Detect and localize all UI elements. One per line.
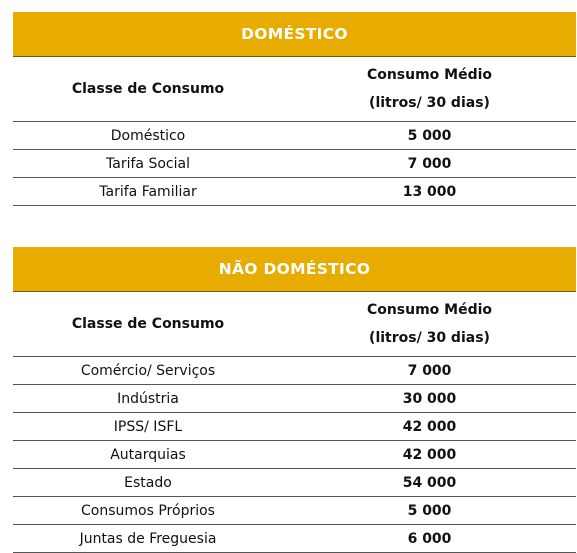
cell-consumo: 7 000 <box>283 150 576 178</box>
table-row <box>13 497 576 525</box>
header-consumo-line1: Consumo Médio <box>366 302 493 318</box>
cell-consumo: 7 000 <box>283 357 576 385</box>
banner-domestico <box>13 12 576 57</box>
header-consumo-medio <box>283 292 576 357</box>
cell-classe: Tarifa Familiar <box>13 178 283 206</box>
cell-classe: IPSS/ ISFL <box>13 413 283 441</box>
header-consumo-line1: Consumo Médio <box>366 67 493 83</box>
header-classe-consumo: Classe de Consumo <box>13 57 283 122</box>
cell-classe: Autarquias <box>13 441 283 469</box>
cell-consumo: 42 000 <box>283 441 576 469</box>
table-row <box>13 357 576 385</box>
header-consumo-line2: (litros/ 30 dias) <box>369 95 490 111</box>
cell-consumo: 42 000 <box>283 413 576 441</box>
table-nao-domestico <box>13 247 576 553</box>
cell-consumo: 13 000 <box>283 178 576 206</box>
cell-classe: Indústria <box>13 385 283 413</box>
banner-title: NÃO DOMÉSTICO <box>13 247 576 292</box>
header-classe-consumo: Classe de Consumo <box>13 292 283 357</box>
table-row <box>13 385 576 413</box>
column-header-row <box>13 292 576 357</box>
cell-classe: Doméstico <box>13 122 283 150</box>
table-row <box>13 525 576 553</box>
cell-consumo: 5 000 <box>283 122 576 150</box>
header-consumo-line2: (litros/ 30 dias) <box>369 330 490 346</box>
cell-consumo: 30 000 <box>283 385 576 413</box>
cell-classe: Tarifa Social <box>13 150 283 178</box>
column-header-row <box>13 57 576 122</box>
table-row <box>13 150 576 178</box>
cell-classe: Consumos Próprios <box>13 497 283 525</box>
banner-nao-domestico <box>13 247 576 292</box>
table-domestico <box>13 12 576 206</box>
table-row <box>13 469 576 497</box>
header-consumo-medio <box>283 57 576 122</box>
table-row <box>13 441 576 469</box>
table-row <box>13 178 576 206</box>
cell-classe: Estado <box>13 469 283 497</box>
cell-consumo: 54 000 <box>283 469 576 497</box>
banner-title: DOMÉSTICO <box>13 12 576 57</box>
cell-consumo: 5 000 <box>283 497 576 525</box>
cell-consumo: 6 000 <box>283 525 576 553</box>
cell-classe: Comércio/ Serviços <box>13 357 283 385</box>
cell-classe: Juntas de Freguesia <box>13 525 283 553</box>
table-row <box>13 413 576 441</box>
table-row <box>13 122 576 150</box>
